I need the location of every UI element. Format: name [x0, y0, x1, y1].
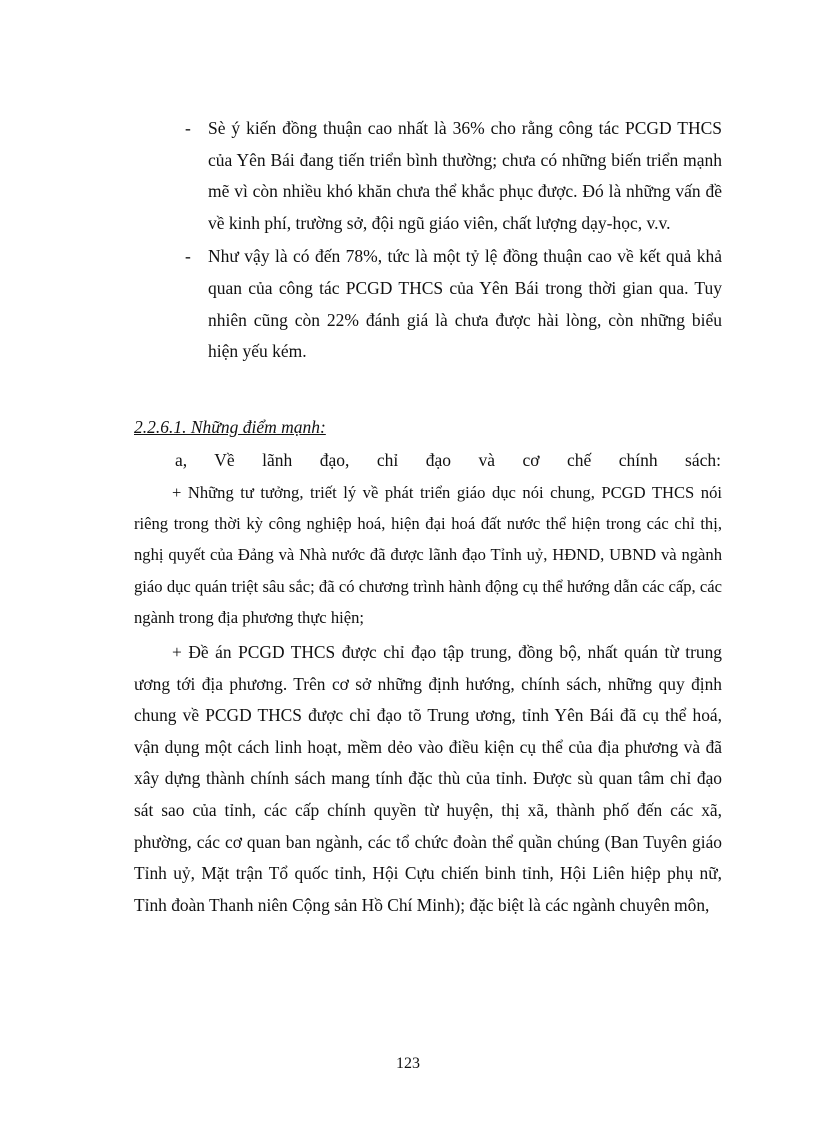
page-number: 123: [396, 1055, 420, 1072]
bullet-dash: -: [185, 118, 191, 138]
section-heading: 2.2.6.1. Những điểm mạnh:: [134, 417, 326, 437]
body-paragraph: + Đề án PCGD THCS được chỉ đạo tập trung, đồng bộ, nhất quán từ trung ương tới địa phương. Trên cơ sở những định hướng, chính sách, những quy định chung về PCGD THCS được chỉ đạo tõ Trung ương, tỉnh Yên Bái đã cụ thể hoá, vận dụng một cách linh hoạt, mềm dẻo vào điều kiện cụ thể của địa phương và đã xây dựng thành chính sách mang tính đặc thù của tỉnh. Được sù quan tâm chỉ đạo sát sao của tỉnh, các cấp chính quyền từ huyện, thị xã, thành phố đến các xã, phường, các cơ quan ban ngành, các tổ chức đoàn thể quần chúng (Ban Tuyên giáo Tỉnh uỷ, Mặt trận Tổ quốc tỉnh, Hội Cựu chiến binh tỉnh, Hội Liên hiệp phụ nữ, Tỉnh đoàn Thanh niên Cộng sản Hồ Chí Minh); đặc biệt là các ngành chuyên môn,: [134, 642, 722, 915]
bullet-text: Sè ý kiến đồng thuận cao nhất là 36% cho rằng công tác PCGD THCS của Yên Bái đang tiến triển bình thường; chưa có những biến triển mạnh mẽ vì còn nhiều khó khăn chưa thể khắc phục được. Đó là những vấn đề về kinh phí, trường sở, đội ngũ giáo viên, chất lượng dạy-học, v.v.: [208, 118, 722, 233]
subsection-paragraph: a, Về lãnh đạo, chỉ đạo và cơ chế chính sách:: [175, 450, 721, 470]
bullet-dash: -: [185, 246, 191, 267]
bullet-list: [182, 113, 722, 370]
bullet-text: Như vậy là có đến 78%, tức là một tỷ lệ đồng thuận cao về kết quả khả quan của công tác PCGD THCS của Yên Bái trong thời gian qua. Tuy nhiên cũng còn 22% đánh giá là chưa được hài lòng, còn những biểu hiện yếu kém.: [208, 246, 722, 362]
bullet-item: [182, 241, 722, 367]
body-paragraph: + Những tư tưởng, triết lý về phát triển giáo dục nói chung, PCGD THCS nói riêng trong thời kỳ công nghiệp hoá, hiện đại hoá đất nước thể hiện trong các chỉ thị, nghị quyết của Đảng và Nhà nước đã được lãnh đạo Tỉnh uỷ, HĐND, UBND và ngành giáo dục quán triệt sâu sắc; đã có chương trình hành động cụ thể hướng dẫn các cấp, các ngành trong địa phương thực hiện;: [134, 483, 722, 627]
bullet-item: [182, 113, 722, 239]
